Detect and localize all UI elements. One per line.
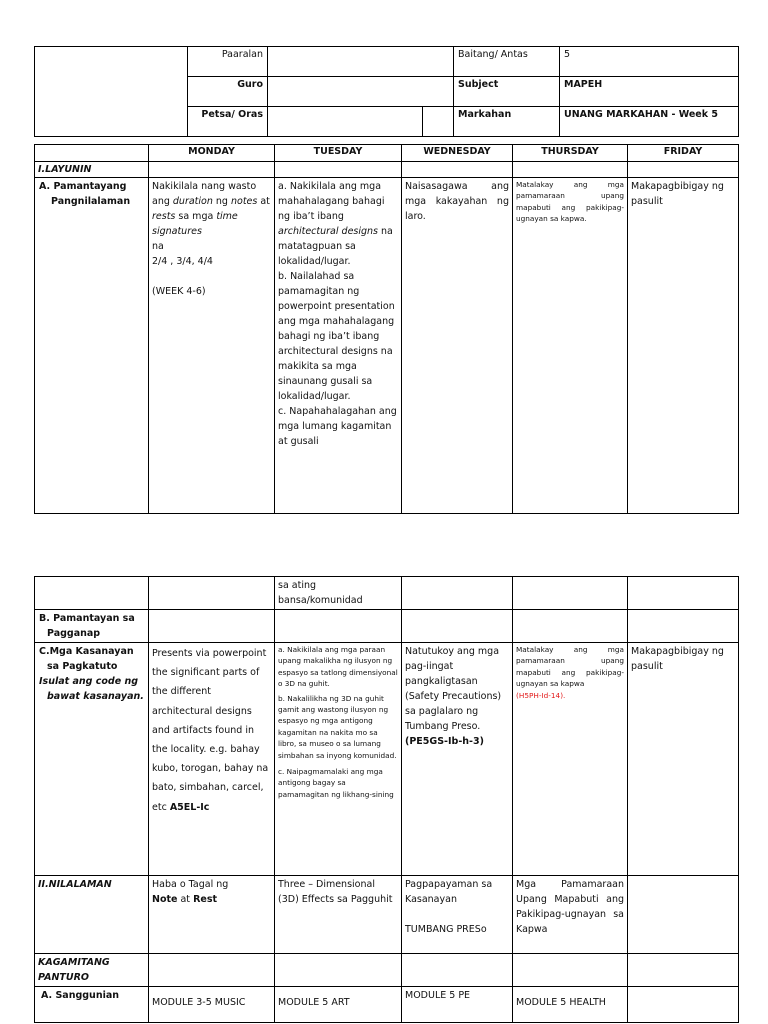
mon-objective: Nakikilala nang wasto ang duration ng notes at rests sa mga time signatures na 2/4 , 3/4, 4/4 (WEEK 4-6)	[149, 178, 275, 514]
date-label: Petsa/ Oras	[188, 107, 268, 137]
subject-value: MAPEH	[560, 77, 739, 107]
thu-objective: Matalakay ang mga pamamaraan upang mapabuti ang pakikipag-ugnayan sa kapwa.	[513, 178, 628, 514]
thu-competency: Matalakay ang mga pamamaraan upang mapabuti ang pakikipag-ugnayan sa kapwa (H5PH-Id-14).	[513, 643, 628, 876]
grade-value: 5	[560, 47, 739, 77]
day-wednesday: WEDNESDAY	[402, 145, 513, 162]
tue-competency: a. Nakikilala ang mga paraan upang makalikha ng ilusyon ng espasyo sa tatlong dimensiyonal o 3D na guhit. b. Nakalilikha ng 3D na guhit gamit ang wastong ilusyon ng espasyo ng mga antigong kagamitan na nakita mo sa libro, sa museo o sa lumang simbahan sa inyong komunidad. c. Naipagmamalaki ang mga antigong bagay sa pamamagitan ng likhang-sining	[275, 643, 402, 876]
objectives-table	[34, 144, 739, 514]
wed-competency: Natutukoy ang mga pag-iingat pangkaligtasan (Safety Precautions) sa paglalaro ng Tumbang Preso. (PE5GS-Ib-h-3)	[402, 643, 513, 876]
teacher-value	[268, 77, 454, 107]
logo-cell	[35, 47, 188, 137]
layunin-heading: I.LAYUNIN	[35, 162, 149, 178]
wed-reference: MODULE 5 PE	[402, 987, 513, 1023]
competencies-table	[34, 576, 739, 1023]
corner-cell	[35, 145, 149, 162]
pamantayang-pangnilalaman-label: A. Pamantayang Pangnilalaman	[35, 178, 149, 514]
date-value	[268, 107, 423, 137]
tue-content: Three – Dimensional (3D) Effects sa Pagguhit	[275, 876, 402, 954]
day-friday: FRIDAY	[628, 145, 739, 162]
tue-reference: MODULE 5 ART	[275, 987, 402, 1023]
tue-objective-continued: sa ating bansa/komunidad	[275, 577, 402, 610]
date-extra	[423, 107, 454, 137]
day-monday: MONDAY	[149, 145, 275, 162]
mon-reference: MODULE 3-5 MUSIC	[149, 987, 275, 1023]
wed-objective: Naisasagawa ang mga kakayahan ng laro.	[402, 178, 513, 514]
wed-content: Pagpapayaman sa Kasanayan TUMBANG PRESo	[402, 876, 513, 954]
quarter-label: Markahan	[454, 107, 560, 137]
tue-objective: a. Nakikilala ang mga mahahalagang bahagi ng iba’t ibang architectural designs na matatagpuan sa lokalidad/lugar. b. Nailalahad sa pamamagitan ng powerpoint presentation ang mga mahahalagang bahagi ng iba’t ibang architectural designs na makikita sa mga sinaunang gusali sa lokalidad/lugar. c. Napahahalagahan ang mga lumang kagamitan at gusali	[275, 178, 402, 514]
kagamitang-panturo-label: KAGAMITANG PANTURO	[35, 954, 149, 987]
mon-competency: Presents via powerpoint the significant parts of the different architectural designs and artifacts found in the locality. e.g. bahay kubo, torogan, bahay na bato, simbahan, carcel, etc A5EL-Ic	[149, 643, 275, 876]
day-thursday: THURSDAY	[513, 145, 628, 162]
grade-label: Baitang/ Antas	[454, 47, 560, 77]
fri-objective: Makapagbibigay ng pasulit	[628, 178, 739, 514]
school-label: Paaralan	[188, 47, 268, 77]
teacher-label: Guro	[188, 77, 268, 107]
pamantayan-sa-pagganap-label: B. Pamantayan sa Pagganap	[35, 610, 149, 643]
thu-content: Mga Pamamaraan Upang Mapabuti ang Pakikipag-ugnayan sa Kapwa	[513, 876, 628, 954]
kasanayan-label: C.Mga Kasanayan sa Pagkatuto Isulat ang code ng bawat kasanayan.	[35, 643, 149, 876]
nilalaman-label: II.NILALAMAN	[35, 876, 149, 954]
header-info-table	[34, 46, 739, 137]
quarter-value: UNANG MARKAHAN - Week 5	[560, 107, 739, 137]
fri-competency: Makapagbibigay ng pasulit	[628, 643, 739, 876]
subject-label: Subject	[454, 77, 560, 107]
sanggunian-label: A. Sanggunian	[35, 987, 149, 1023]
thu-reference: MODULE 5 HEALTH	[513, 987, 628, 1023]
day-tuesday: TUESDAY	[275, 145, 402, 162]
school-value	[268, 47, 454, 77]
mon-content: Haba o Tagal ng Note at Rest	[149, 876, 275, 954]
